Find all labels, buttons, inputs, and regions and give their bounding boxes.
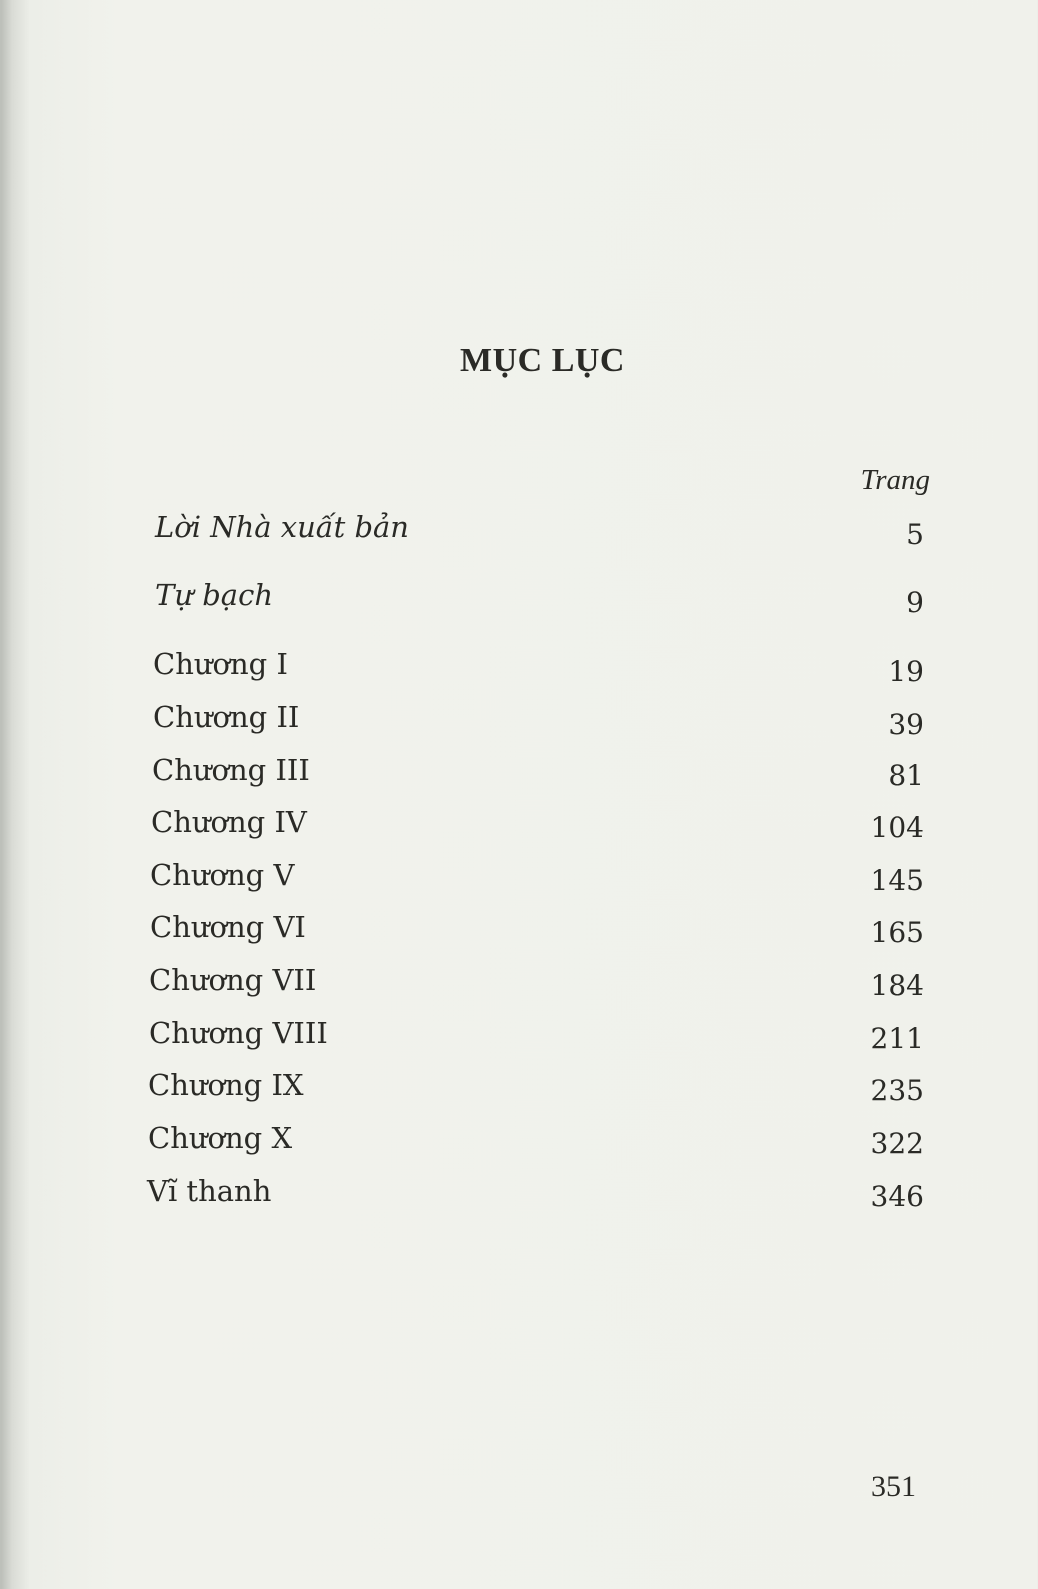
page-column-header: Trang bbox=[860, 464, 930, 496]
toc-entry bbox=[0, 647, 1038, 687]
toc-entry-label: Chương III bbox=[152, 753, 310, 787]
toc-entry-label: Chương VI bbox=[150, 910, 306, 944]
toc-entry-page: 145 bbox=[870, 864, 924, 897]
page-title: MỤC LỤC bbox=[460, 342, 625, 379]
toc-entry bbox=[0, 858, 1038, 898]
toc-entry-label: Chương X bbox=[148, 1121, 293, 1155]
toc-entry-page: 5 bbox=[906, 518, 924, 551]
toc-entry-page: 165 bbox=[870, 916, 924, 949]
toc-entry-label: Lời Nhà xuất bản bbox=[155, 510, 409, 544]
toc-entry-label: Chương I bbox=[153, 647, 288, 681]
toc-entry-page: 9 bbox=[906, 586, 924, 619]
toc-entry-label: Tự bạch bbox=[155, 578, 274, 612]
toc-entry bbox=[0, 1068, 1038, 1108]
toc-entry-label: Chương VIII bbox=[149, 1016, 328, 1050]
toc-entry-page: 346 bbox=[870, 1180, 924, 1213]
page-number: 351 bbox=[871, 1470, 916, 1503]
toc-entry-label: Chương VII bbox=[149, 963, 317, 997]
toc-entry-page: 81 bbox=[888, 759, 924, 792]
toc-entry-page: 235 bbox=[870, 1074, 924, 1107]
toc-entry-label: Vĩ thanh bbox=[147, 1174, 272, 1208]
toc-entry-page: 211 bbox=[870, 1022, 924, 1055]
toc-entry-page: 39 bbox=[888, 708, 924, 741]
toc-entry-label: Chương IV bbox=[151, 805, 307, 839]
toc-entry bbox=[0, 700, 1038, 740]
toc-entry-page: 322 bbox=[870, 1127, 924, 1160]
toc-entry bbox=[0, 1174, 1038, 1214]
toc-entry bbox=[0, 510, 1038, 550]
toc-entry bbox=[0, 578, 1038, 618]
toc-entry-page: 104 bbox=[870, 811, 924, 844]
toc-entry bbox=[0, 963, 1038, 1003]
toc-entry bbox=[0, 753, 1038, 793]
toc-entry bbox=[0, 805, 1038, 845]
toc-entry bbox=[0, 1016, 1038, 1056]
toc-entry-label: Chương IX bbox=[148, 1068, 304, 1102]
toc-entry bbox=[0, 1121, 1038, 1161]
toc-entry bbox=[0, 910, 1038, 950]
toc-entry-page: 19 bbox=[888, 655, 924, 688]
toc-entry-label: Chương V bbox=[150, 858, 295, 892]
toc-entry-label: Chương II bbox=[153, 700, 300, 734]
toc-entry-page: 184 bbox=[870, 969, 924, 1002]
